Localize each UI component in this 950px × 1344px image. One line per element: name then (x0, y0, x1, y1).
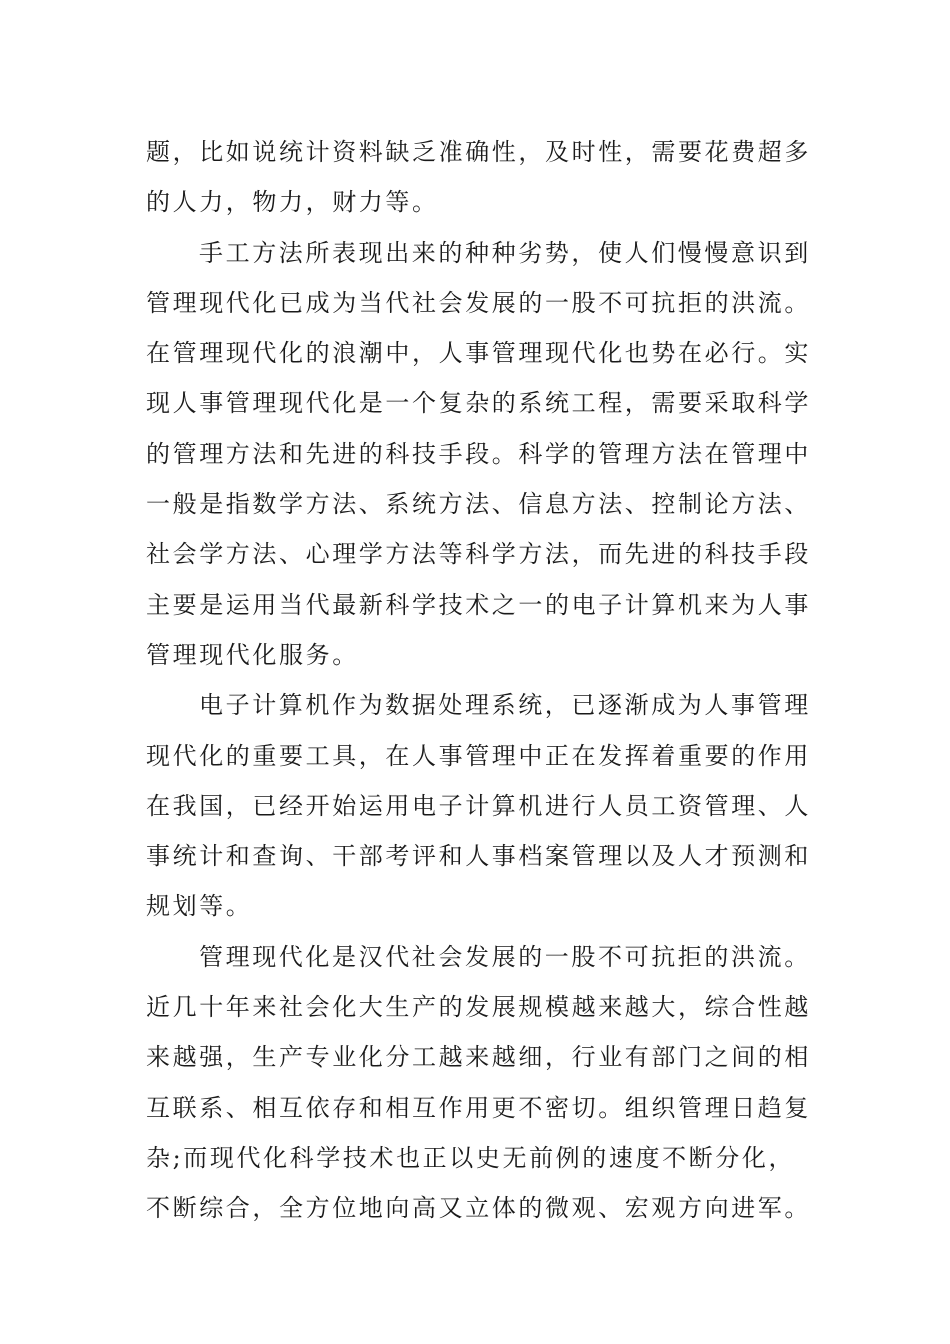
text-line: 互联系、相互依存和相互作用更不密切。组织管理日趋复 (146, 1093, 811, 1122)
text-line: 社会学方法、心理学方法等科学方法，而先进的科技手段 (146, 540, 811, 569)
text-line: 不断综合，全方位地向高又立体的微观、宏观方向进军。 (146, 1194, 811, 1223)
text-line: 主要是运用当代最新科学技术之一的电子计算机来为人事 (146, 590, 811, 619)
text-line: 现人事管理现代化是一个复杂的系统工程，需要采取科学 (146, 389, 811, 418)
text-line: 杂;而现代化科学技术也正以史无前例的速度不断分化， (146, 1143, 796, 1172)
text-line: 事统计和查询、干部考评和人事档案管理以及人才预测和 (146, 842, 811, 871)
text-line: 题，比如说统计资料缺乏准确性，及时性，需要花费超多 (146, 138, 811, 166)
body-text (146, 127, 811, 1234)
text-line: 管理现代化是汉代社会发展的一股不可抗拒的洪流。 (199, 942, 811, 971)
text-line: 近几十年来社会化大生产的发展规模越来越大，综合性越 (146, 993, 811, 1022)
text-line: 的人力，物力，财力等。 (146, 188, 439, 217)
text-line: 一般是指数学方法、系统方法、信息方法、控制论方法、 (146, 490, 811, 519)
text-line: 电子计算机作为数据处理系统，已逐渐成为人事管理 (199, 691, 811, 720)
text-line: 管理现代化服务。 (146, 640, 359, 669)
text-line: 手工方法所表现出来的种种劣势，使人们慢慢意识到 (199, 238, 811, 267)
text-line: 来越强，生产专业化分工越来越细，行业有部门之间的相 (146, 1043, 811, 1072)
text-line: 管理现代化已成为当代社会发展的一股不可抗拒的洪流。 (146, 288, 811, 317)
text-line: 在我国，已经开始运用电子计算机进行人员工资管理、人 (146, 791, 811, 820)
text-line: 的管理方法和先进的科技手段。科学的管理方法在管理中 (146, 439, 811, 468)
text-line: 规划等。 (146, 892, 253, 921)
text-line: 在管理现代化的浪潮中，人事管理现代化也势在必行。实 (146, 339, 811, 368)
text-line: 现代化的重要工具，在人事管理中正在发挥着重要的作用 (146, 741, 811, 770)
